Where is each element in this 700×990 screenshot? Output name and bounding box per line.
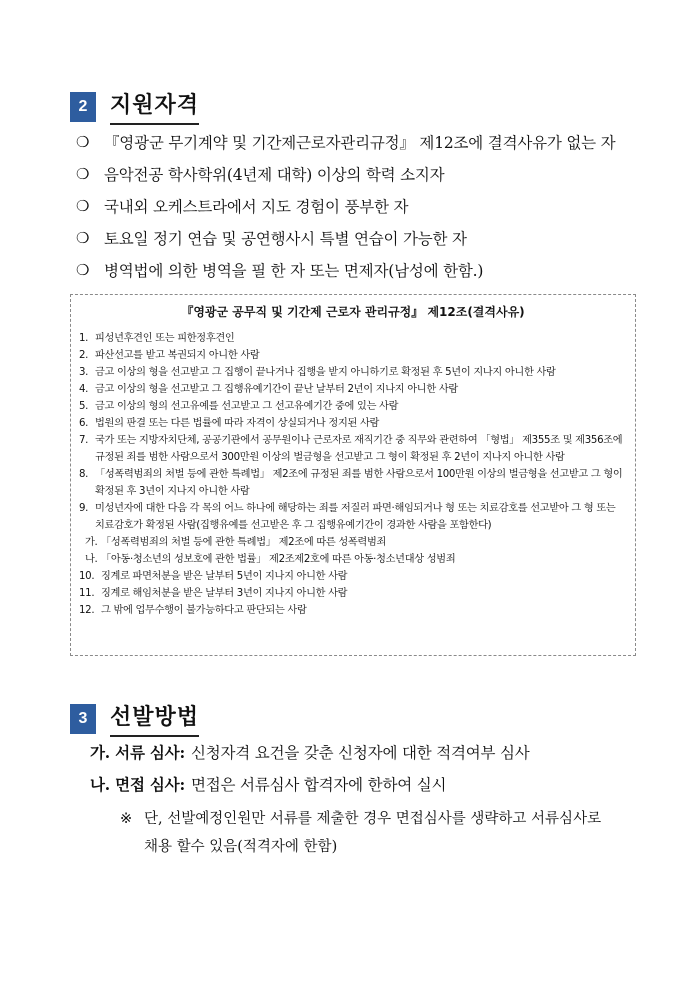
rule-number: 3. <box>79 367 89 378</box>
selection-methods <box>90 736 650 862</box>
section-header-qualifications <box>70 88 199 125</box>
rule-item <box>79 602 627 619</box>
circle-bullet-icon: ❍ <box>76 133 90 151</box>
method-label: 가. 서류 심사: <box>90 743 185 762</box>
section-number-badge: 3 <box>70 704 96 734</box>
rule-item <box>79 398 627 415</box>
section-title: 선발방법 <box>110 700 199 737</box>
circle-bullet-icon: ❍ <box>76 165 90 183</box>
qualification-item <box>76 158 656 190</box>
method-text: 면접은 서류심사 합격자에 한하여 실시 <box>190 776 447 794</box>
rule-text: 그 밖에 업무수행이 불가능하다고 판단되는 사람 <box>101 605 307 616</box>
rule-item <box>79 585 627 602</box>
rule-text: 법원의 판결 또는 다른 법률에 따라 자격이 상실되거나 정지된 사람 <box>95 418 380 429</box>
rule-number: 2. <box>79 350 89 361</box>
rule-text: 미성년자에 대한 다음 각 목의 어느 하나에 해당하는 죄를 저질러 파면·해임되거나 형 또는 치료감호를 선고받아 그 형 또는 치료감호가 확정된 사람(집행유예를 선고받은 후 그 집행유예기간이 경과한 사람을 포함한다) <box>95 503 616 531</box>
rule-subitem <box>79 551 627 568</box>
qualification-text: 병역법에 의한 병역을 필 한 자 또는 면제자(남성에 한함.) <box>104 262 484 280</box>
qualification-item <box>76 254 656 286</box>
circle-bullet-icon: ❍ <box>76 229 90 247</box>
rule-item <box>79 568 627 585</box>
rule-number: 5. <box>79 401 89 412</box>
note-text-line2: 채용 할수 있음(적격자에 한함) <box>144 839 338 855</box>
qualification-text: 음악전공 학사학위(4년제 대학) 이상의 학력 소지자 <box>104 166 445 184</box>
reference-mark-icon: ※ <box>120 811 133 827</box>
circle-bullet-icon: ❍ <box>76 197 90 215</box>
rule-number: 11. <box>79 588 95 599</box>
box-title: 『영광군 공무직 및 기간제 근로자 관리규정』 제12조(결격사유) <box>181 305 525 319</box>
rule-item <box>79 330 627 347</box>
section-title: 지원자격 <box>110 88 199 125</box>
rule-text: 국가 또는 지방자치단체, 공공기관에서 공무원이나 근로자로 재직기간 중 직무와 관련하여 「형법」 제355조 및 제356조에 규정된 죄를 범한 사람으로서 300만원 이상의 벌금형을 선고받고 그 형이 확정된 후 2년이 지나지 아니한 사람 <box>95 435 623 463</box>
rule-text: 금고 이상의 형의 선고유예를 선고받고 그 선고유예기간 중에 있는 사람 <box>95 401 399 412</box>
circle-bullet-icon: ❍ <box>76 261 90 279</box>
method-label: 나. 면접 심사: <box>90 775 185 794</box>
qualification-item <box>76 222 656 254</box>
rule-text: 징계로 해임처분을 받은 날부터 3년이 지나지 아니한 사람 <box>101 588 348 599</box>
rule-item <box>79 364 627 381</box>
rule-text: 「성폭력범죄의 처벌 등에 관한 특례법」 제2조에 규정된 죄를 범한 사람으로서 100만원 이상의 벌금형을 선고받고 그 형이 확정된 후 3년이 지나지 아니한 사람 <box>95 469 623 497</box>
rule-text: 징계로 파면처분을 받은 날부터 5년이 지나지 아니한 사람 <box>101 571 348 582</box>
method-item <box>90 768 650 800</box>
rule-text: 금고 이상의 형을 선고받고 그 집행유예기간이 끝난 날부터 2년이 지나지 아니한 사람 <box>95 384 458 395</box>
selection-note <box>90 806 650 862</box>
qualification-text: 『영광군 무기계약 및 기간제근로자관리규정』 제12조에 결격사유가 없는 자 <box>104 134 616 152</box>
rule-item <box>79 466 627 500</box>
disqualification-list <box>79 330 627 619</box>
rule-number: 8. <box>79 469 89 480</box>
qualification-text: 토요일 정기 연습 및 공연행사시 특별 연습이 가능한 자 <box>104 230 467 248</box>
rule-text: 「아동·청소년의 성보호에 관한 법률」 제2조제2호에 따른 아동·청소년대상 성범죄 <box>101 554 456 565</box>
rule-text: 파산선고를 받고 복권되지 아니한 사람 <box>95 350 260 361</box>
qualification-list <box>76 126 656 286</box>
rule-number: 1. <box>79 333 89 344</box>
rule-item <box>79 347 627 364</box>
rule-number: 나. <box>85 554 98 565</box>
note-text-line1: 단, 선발예정인원만 서류를 제출한 경우 면접심사를 생략하고 서류심사로 <box>144 811 602 827</box>
rule-text: 금고 이상의 형을 선고받고 그 집행이 끝나거나 집행을 받지 아니하기로 확정된 후 5년이 지나지 아니한 사람 <box>95 367 556 378</box>
rule-number: 4. <box>79 384 89 395</box>
rule-text: 「성폭력범죄의 처벌 등에 관한 특례법」 제2조에 따른 성폭력범죄 <box>101 537 387 548</box>
rule-number: 7. <box>79 435 89 446</box>
method-item <box>90 736 650 768</box>
section-header-selection <box>70 700 199 737</box>
qualification-item <box>76 190 656 222</box>
disqualification-box <box>70 294 636 656</box>
rule-item <box>79 500 627 534</box>
rule-number: 12. <box>79 605 95 616</box>
rule-number: 6. <box>79 418 89 429</box>
rule-number: 10. <box>79 571 95 582</box>
rule-item <box>79 381 627 398</box>
qualification-text: 국내외 오케스트라에서 지도 경험이 풍부한 자 <box>104 198 409 216</box>
rule-number: 가. <box>85 537 98 548</box>
rule-item <box>79 415 627 432</box>
rule-number: 9. <box>79 503 89 514</box>
method-text: 신청자격 요건을 갖춘 신청자에 대한 적격여부 심사 <box>190 744 530 762</box>
rule-text: 피성년후견인 또는 피한정후견인 <box>95 333 235 344</box>
section-number-badge: 2 <box>70 92 96 122</box>
qualification-item <box>76 126 656 158</box>
rule-subitem <box>79 534 627 551</box>
rule-item <box>79 432 627 466</box>
